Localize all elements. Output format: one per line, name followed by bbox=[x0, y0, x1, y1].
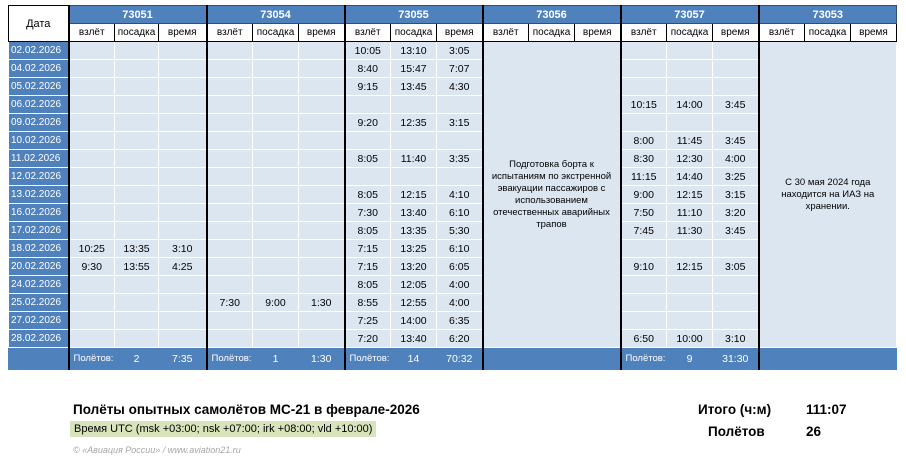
cell-73057-takeoff: 9:10 bbox=[621, 258, 667, 276]
date-cell: 28.02.2026 bbox=[9, 330, 69, 348]
cell-73055-takeoff: 7:20 bbox=[345, 330, 391, 348]
cell-73051-landing bbox=[115, 294, 159, 312]
cell-73055-duration: 6:05 bbox=[437, 258, 483, 276]
cell-73051-landing bbox=[115, 78, 159, 96]
cell-73055-landing: 13:20 bbox=[391, 258, 437, 276]
cell-73057-duration: 3:10 bbox=[713, 330, 759, 348]
cell-73051-duration bbox=[159, 150, 207, 168]
cell-73054-takeoff bbox=[207, 330, 253, 348]
cell-73054-landing bbox=[253, 330, 299, 348]
timezone-note: Время UTC (msk +03:00; nsk +07:00; irk +08:00; vld +10:00) bbox=[70, 421, 376, 437]
cell-73051-landing bbox=[115, 276, 159, 294]
cell-73057-landing bbox=[667, 78, 713, 96]
plane-header-73053: 73053 bbox=[759, 6, 897, 24]
sub-header-73057-takeoff: взлёт bbox=[621, 24, 667, 42]
cell-73057-landing: 11:45 bbox=[667, 132, 713, 150]
cell-73057-landing bbox=[667, 42, 713, 60]
sub-header-73057-duration: время bbox=[713, 24, 759, 42]
cell-73054-landing bbox=[253, 78, 299, 96]
page-title: Полёты опытных самолётов МС-21 в феврале-2026 bbox=[73, 402, 420, 417]
date-column-header: Дата bbox=[9, 6, 69, 42]
cell-73057-takeoff: 7:45 bbox=[621, 222, 667, 240]
footer-label-73057: Полётов: bbox=[621, 348, 667, 370]
cell-73051-takeoff bbox=[69, 78, 115, 96]
sub-header-73055-duration: время bbox=[437, 24, 483, 42]
sub-header-73051-duration: время bbox=[159, 24, 207, 42]
footer-time-73057: 31:30 bbox=[713, 348, 759, 370]
cell-73051-duration bbox=[159, 204, 207, 222]
cell-73055-duration: 4:00 bbox=[437, 294, 483, 312]
cell-73051-landing bbox=[115, 168, 159, 186]
cell-73057-landing: 12:15 bbox=[667, 186, 713, 204]
date-cell: 06.02.2026 bbox=[9, 96, 69, 114]
date-cell: 02.02.2026 bbox=[9, 42, 69, 60]
cell-73055-takeoff bbox=[345, 96, 391, 114]
cell-73054-takeoff bbox=[207, 204, 253, 222]
cell-73055-takeoff: 8:05 bbox=[345, 222, 391, 240]
total-hours-value: 111:07 bbox=[806, 402, 847, 417]
cell-73054-takeoff bbox=[207, 114, 253, 132]
cell-73054-landing bbox=[253, 132, 299, 150]
cell-73054-duration bbox=[299, 240, 345, 258]
cell-73051-landing bbox=[115, 330, 159, 348]
total-flights-value: 26 bbox=[806, 424, 822, 439]
cell-73057-duration: 4:00 bbox=[713, 150, 759, 168]
note-73056: Подготовка борта к испытаниям по экстренной эвакуации пассажиров с использованием отечественных аварийных трапов bbox=[483, 42, 621, 348]
cell-73054-duration bbox=[299, 312, 345, 330]
sub-header-73056-landing: посадка bbox=[529, 24, 575, 42]
cell-73057-takeoff bbox=[621, 78, 667, 96]
cell-73051-takeoff bbox=[69, 132, 115, 150]
cell-73057-duration bbox=[713, 60, 759, 78]
cell-73051-duration: 4:25 bbox=[159, 258, 207, 276]
cell-73055-landing: 13:25 bbox=[391, 240, 437, 258]
cell-73054-takeoff bbox=[207, 312, 253, 330]
cell-73057-duration bbox=[713, 294, 759, 312]
cell-73057-duration: 3:45 bbox=[713, 222, 759, 240]
cell-73055-takeoff: 7:30 bbox=[345, 204, 391, 222]
cell-73054-takeoff bbox=[207, 150, 253, 168]
cell-73051-takeoff bbox=[69, 96, 115, 114]
cell-73054-duration bbox=[299, 60, 345, 78]
cell-73051-landing bbox=[115, 132, 159, 150]
cell-73057-takeoff bbox=[621, 312, 667, 330]
plane-header-73051: 73051 bbox=[69, 6, 207, 24]
cell-73054-duration bbox=[299, 204, 345, 222]
cell-73055-landing: 13:45 bbox=[391, 78, 437, 96]
cell-73055-takeoff: 8:05 bbox=[345, 186, 391, 204]
cell-73057-duration: 3:20 bbox=[713, 204, 759, 222]
cell-73054-duration bbox=[299, 78, 345, 96]
plane-header-73054: 73054 bbox=[207, 6, 345, 24]
copyright-text: © «Авиация России» / www.aviation21.ru bbox=[73, 445, 241, 455]
cell-73051-takeoff bbox=[69, 60, 115, 78]
cell-73055-landing: 13:35 bbox=[391, 222, 437, 240]
footer-label-73054: Полётов: bbox=[207, 348, 253, 370]
cell-73055-takeoff: 8:40 bbox=[345, 60, 391, 78]
cell-73055-landing bbox=[391, 96, 437, 114]
cell-73054-duration bbox=[299, 258, 345, 276]
cell-73057-takeoff bbox=[621, 42, 667, 60]
cell-73054-takeoff bbox=[207, 42, 253, 60]
cell-73057-landing: 14:40 bbox=[667, 168, 713, 186]
date-cell: 20.02.2026 bbox=[9, 258, 69, 276]
cell-73054-takeoff bbox=[207, 240, 253, 258]
date-cell: 11.02.2026 bbox=[9, 150, 69, 168]
cell-73057-landing: 10:00 bbox=[667, 330, 713, 348]
footer-time-73054: 1:30 bbox=[299, 348, 345, 370]
cell-73057-takeoff bbox=[621, 240, 667, 258]
cell-73057-landing: 11:10 bbox=[667, 204, 713, 222]
cell-73057-duration: 3:45 bbox=[713, 132, 759, 150]
cell-73054-landing bbox=[253, 114, 299, 132]
cell-73051-takeoff bbox=[69, 168, 115, 186]
cell-73054-takeoff bbox=[207, 60, 253, 78]
cell-73051-takeoff bbox=[69, 294, 115, 312]
cell-73054-landing bbox=[253, 186, 299, 204]
date-cell: 13.02.2026 bbox=[9, 186, 69, 204]
cell-73054-duration bbox=[299, 42, 345, 60]
footer-empty-73053 bbox=[759, 348, 897, 370]
cell-73051-duration bbox=[159, 186, 207, 204]
cell-73054-takeoff bbox=[207, 96, 253, 114]
cell-73054-landing bbox=[253, 312, 299, 330]
footer-time-73055: 70:32 bbox=[437, 348, 483, 370]
cell-73054-landing: 9:00 bbox=[253, 294, 299, 312]
cell-73054-landing bbox=[253, 222, 299, 240]
cell-73054-landing bbox=[253, 42, 299, 60]
cell-73055-landing: 12:05 bbox=[391, 276, 437, 294]
cell-73055-duration: 3:35 bbox=[437, 150, 483, 168]
cell-73057-duration bbox=[713, 240, 759, 258]
plane-header-73056: 73056 bbox=[483, 6, 621, 24]
footer-time-73051: 7:35 bbox=[159, 348, 207, 370]
cell-73055-duration bbox=[437, 168, 483, 186]
footer-count-73054: 1 bbox=[253, 348, 299, 370]
cell-73051-duration bbox=[159, 168, 207, 186]
sub-header-73054-landing: посадка bbox=[253, 24, 299, 42]
cell-73057-duration: 3:45 bbox=[713, 96, 759, 114]
cell-73055-takeoff: 10:05 bbox=[345, 42, 391, 60]
cell-73054-takeoff bbox=[207, 276, 253, 294]
cell-73057-landing: 14:00 bbox=[667, 96, 713, 114]
date-cell: 05.02.2026 bbox=[9, 78, 69, 96]
cell-73051-landing bbox=[115, 96, 159, 114]
cell-73054-takeoff bbox=[207, 168, 253, 186]
cell-73051-duration bbox=[159, 96, 207, 114]
cell-73057-duration: 3:25 bbox=[713, 168, 759, 186]
footer-label-73055: Полётов: bbox=[345, 348, 391, 370]
date-cell: 16.02.2026 bbox=[9, 204, 69, 222]
sub-header-73056-takeoff: взлёт bbox=[483, 24, 529, 42]
cell-73055-duration: 7:07 bbox=[437, 60, 483, 78]
cell-73054-takeoff bbox=[207, 132, 253, 150]
cell-73057-takeoff: 9:00 bbox=[621, 186, 667, 204]
date-cell: 18.02.2026 bbox=[9, 240, 69, 258]
cell-73054-takeoff bbox=[207, 222, 253, 240]
cell-73054-landing bbox=[253, 96, 299, 114]
cell-73057-takeoff bbox=[621, 114, 667, 132]
table-row bbox=[9, 42, 897, 60]
cell-73054-takeoff bbox=[207, 78, 253, 96]
cell-73055-landing: 13:40 bbox=[391, 330, 437, 348]
cell-73051-duration bbox=[159, 78, 207, 96]
cell-73055-duration: 6:35 bbox=[437, 312, 483, 330]
cell-73055-takeoff: 7:25 bbox=[345, 312, 391, 330]
cell-73054-duration bbox=[299, 330, 345, 348]
cell-73054-duration bbox=[299, 222, 345, 240]
cell-73057-landing bbox=[667, 114, 713, 132]
cell-73055-duration: 6:20 bbox=[437, 330, 483, 348]
cell-73051-duration bbox=[159, 132, 207, 150]
cell-73057-landing bbox=[667, 240, 713, 258]
cell-73051-landing bbox=[115, 42, 159, 60]
sub-header-73054-duration: время bbox=[299, 24, 345, 42]
footer-count-73057: 9 bbox=[667, 348, 713, 370]
cell-73057-takeoff: 10:15 bbox=[621, 96, 667, 114]
cell-73057-landing: 11:30 bbox=[667, 222, 713, 240]
cell-73051-landing: 13:35 bbox=[115, 240, 159, 258]
cell-73055-landing: 13:40 bbox=[391, 204, 437, 222]
cell-73055-landing bbox=[391, 132, 437, 150]
cell-73055-takeoff: 8:05 bbox=[345, 150, 391, 168]
sub-header-73057-landing: посадка bbox=[667, 24, 713, 42]
cell-73051-takeoff bbox=[69, 222, 115, 240]
cell-73057-landing bbox=[667, 60, 713, 78]
footer-row bbox=[9, 348, 897, 370]
plane-header-73057: 73057 bbox=[621, 6, 759, 24]
sub-header-73051-takeoff: взлёт bbox=[69, 24, 115, 42]
sub-header-73053-landing: посадка bbox=[805, 24, 851, 42]
cell-73051-duration bbox=[159, 294, 207, 312]
cell-73055-duration: 4:00 bbox=[437, 276, 483, 294]
cell-73055-duration: 5:30 bbox=[437, 222, 483, 240]
cell-73051-landing bbox=[115, 204, 159, 222]
cell-73051-takeoff bbox=[69, 312, 115, 330]
cell-73057-duration: 3:15 bbox=[713, 186, 759, 204]
cell-73055-landing: 12:55 bbox=[391, 294, 437, 312]
plane-header-73055: 73055 bbox=[345, 6, 483, 24]
sub-header-73053-takeoff: взлёт bbox=[759, 24, 805, 42]
cell-73055-landing: 11:40 bbox=[391, 150, 437, 168]
cell-73057-takeoff bbox=[621, 294, 667, 312]
cell-73051-takeoff bbox=[69, 204, 115, 222]
cell-73054-duration bbox=[299, 150, 345, 168]
date-cell: 04.02.2026 bbox=[9, 60, 69, 78]
flights-table bbox=[8, 5, 897, 370]
cell-73054-landing bbox=[253, 276, 299, 294]
cell-73057-takeoff: 8:30 bbox=[621, 150, 667, 168]
cell-73051-landing bbox=[115, 114, 159, 132]
sub-header-row bbox=[9, 24, 897, 42]
cell-73057-takeoff bbox=[621, 60, 667, 78]
cell-73054-duration bbox=[299, 114, 345, 132]
sub-header-73056-duration: время bbox=[575, 24, 621, 42]
cell-73057-duration bbox=[713, 78, 759, 96]
cell-73057-landing bbox=[667, 276, 713, 294]
cell-73055-landing: 14:00 bbox=[391, 312, 437, 330]
date-cell: 09.02.2026 bbox=[9, 114, 69, 132]
cell-73057-landing: 12:30 bbox=[667, 150, 713, 168]
cell-73055-takeoff bbox=[345, 168, 391, 186]
cell-73055-landing: 15:47 bbox=[391, 60, 437, 78]
cell-73057-takeoff: 8:00 bbox=[621, 132, 667, 150]
footer-count-73055: 14 bbox=[391, 348, 437, 370]
cell-73057-duration: 3:05 bbox=[713, 258, 759, 276]
cell-73051-duration bbox=[159, 60, 207, 78]
cell-73054-landing bbox=[253, 60, 299, 78]
cell-73055-duration: 6:10 bbox=[437, 204, 483, 222]
cell-73051-takeoff: 10:25 bbox=[69, 240, 115, 258]
cell-73051-landing bbox=[115, 150, 159, 168]
cell-73051-takeoff bbox=[69, 276, 115, 294]
cell-73055-landing bbox=[391, 168, 437, 186]
cell-73057-duration bbox=[713, 114, 759, 132]
date-cell: 24.02.2026 bbox=[9, 276, 69, 294]
cell-73054-landing bbox=[253, 150, 299, 168]
cell-73055-takeoff: 7:15 bbox=[345, 258, 391, 276]
cell-73054-landing bbox=[253, 204, 299, 222]
cell-73055-takeoff: 8:05 bbox=[345, 276, 391, 294]
cell-73051-duration bbox=[159, 312, 207, 330]
cell-73051-takeoff bbox=[69, 42, 115, 60]
cell-73051-duration bbox=[159, 276, 207, 294]
date-cell: 10.02.2026 bbox=[9, 132, 69, 150]
cell-73051-duration bbox=[159, 42, 207, 60]
cell-73051-duration bbox=[159, 114, 207, 132]
cell-73054-landing bbox=[253, 258, 299, 276]
cell-73057-takeoff bbox=[621, 276, 667, 294]
cell-73054-duration: 1:30 bbox=[299, 294, 345, 312]
total-flights-label: Полётов bbox=[708, 424, 765, 439]
cell-73051-takeoff bbox=[69, 150, 115, 168]
cell-73057-duration bbox=[713, 312, 759, 330]
cell-73051-duration bbox=[159, 222, 207, 240]
cell-73054-duration bbox=[299, 96, 345, 114]
cell-73054-takeoff bbox=[207, 258, 253, 276]
cell-73055-landing: 13:10 bbox=[391, 42, 437, 60]
footer-label-73051: Полётов: bbox=[69, 348, 115, 370]
sub-header-73051-landing: посадка bbox=[115, 24, 159, 42]
cell-73055-duration: 6:10 bbox=[437, 240, 483, 258]
cell-73051-landing: 13:55 bbox=[115, 258, 159, 276]
cell-73051-takeoff bbox=[69, 186, 115, 204]
cell-73051-landing bbox=[115, 60, 159, 78]
footer-date-cell bbox=[9, 348, 69, 370]
cell-73054-takeoff bbox=[207, 186, 253, 204]
footer-count-73051: 2 bbox=[115, 348, 159, 370]
cell-73055-duration: 3:05 bbox=[437, 42, 483, 60]
cell-73051-duration bbox=[159, 330, 207, 348]
cell-73057-takeoff: 6:50 bbox=[621, 330, 667, 348]
cell-73051-landing bbox=[115, 186, 159, 204]
cell-73057-landing bbox=[667, 294, 713, 312]
date-cell: 27.02.2026 bbox=[9, 312, 69, 330]
cell-73054-takeoff: 7:30 bbox=[207, 294, 253, 312]
cell-73051-landing bbox=[115, 222, 159, 240]
cell-73055-takeoff: 9:20 bbox=[345, 114, 391, 132]
cell-73057-takeoff: 11:15 bbox=[621, 168, 667, 186]
cell-73055-duration bbox=[437, 132, 483, 150]
cell-73051-duration: 3:10 bbox=[159, 240, 207, 258]
cell-73055-takeoff: 7:15 bbox=[345, 240, 391, 258]
note-73053: С 30 мая 2024 года находится на ИАЗ на хранении. bbox=[759, 42, 897, 348]
flights-body bbox=[9, 42, 897, 348]
total-hours-label: Итого (ч:м) bbox=[698, 402, 772, 417]
cell-73054-duration bbox=[299, 132, 345, 150]
cell-73054-duration bbox=[299, 276, 345, 294]
cell-73057-landing: 12:15 bbox=[667, 258, 713, 276]
cell-73055-duration: 3:15 bbox=[437, 114, 483, 132]
sub-header-73055-takeoff: взлёт bbox=[345, 24, 391, 42]
sub-header-73055-landing: посадка bbox=[391, 24, 437, 42]
cell-73057-duration bbox=[713, 276, 759, 294]
cell-73054-landing bbox=[253, 168, 299, 186]
cell-73057-landing bbox=[667, 312, 713, 330]
sub-header-73053-duration: время bbox=[851, 24, 897, 42]
date-cell: 12.02.2026 bbox=[9, 168, 69, 186]
cell-73057-duration bbox=[713, 42, 759, 60]
sub-header-73054-takeoff: взлёт bbox=[207, 24, 253, 42]
cell-73057-takeoff: 7:50 bbox=[621, 204, 667, 222]
cell-73055-landing: 12:35 bbox=[391, 114, 437, 132]
cell-73054-duration bbox=[299, 168, 345, 186]
cell-73051-takeoff: 9:30 bbox=[69, 258, 115, 276]
cell-73051-takeoff bbox=[69, 330, 115, 348]
cell-73055-takeoff bbox=[345, 132, 391, 150]
cell-73055-duration bbox=[437, 96, 483, 114]
cell-73055-landing: 12:15 bbox=[391, 186, 437, 204]
cell-73055-takeoff: 9:15 bbox=[345, 78, 391, 96]
date-cell: 17.02.2026 bbox=[9, 222, 69, 240]
cell-73051-takeoff bbox=[69, 114, 115, 132]
cell-73055-duration: 4:30 bbox=[437, 78, 483, 96]
cell-73055-duration: 4:10 bbox=[437, 186, 483, 204]
cell-73055-takeoff: 8:55 bbox=[345, 294, 391, 312]
footer-empty-73056 bbox=[483, 348, 621, 370]
cell-73054-landing bbox=[253, 240, 299, 258]
date-cell: 25.02.2026 bbox=[9, 294, 69, 312]
cell-73054-duration bbox=[299, 186, 345, 204]
cell-73051-landing bbox=[115, 312, 159, 330]
